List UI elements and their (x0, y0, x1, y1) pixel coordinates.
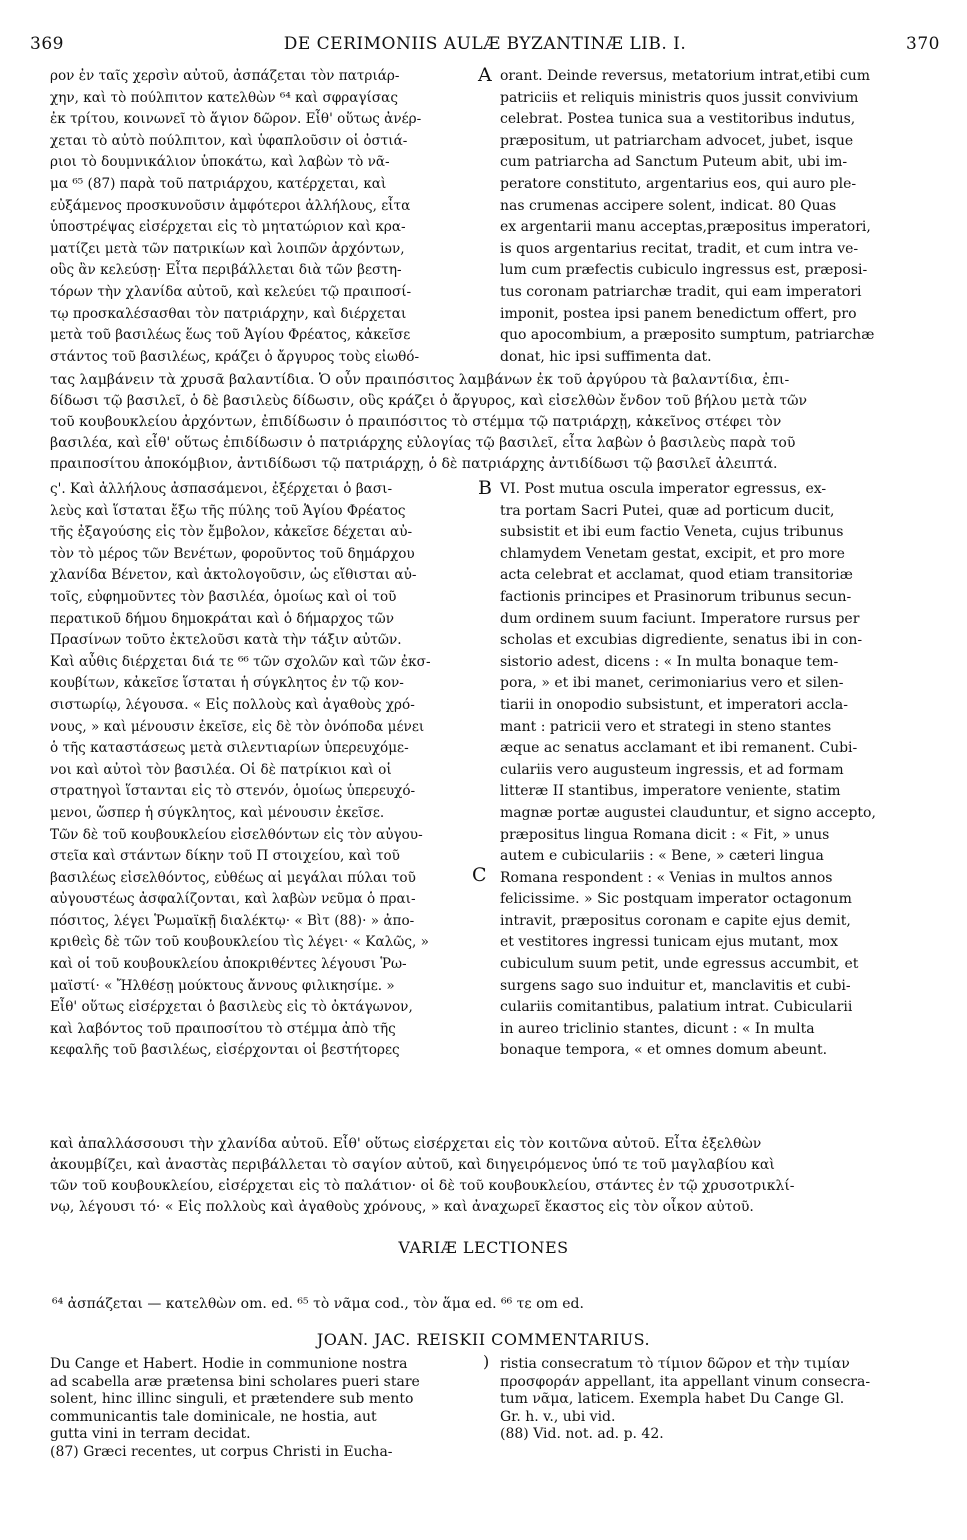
greek-line: χην, καὶ τὸ πούλπιτον κατελθὼν ⁶⁴ καὶ σφραγίσας (50, 89, 398, 106)
latin-line: imponit, postea ipsi panem benedictum offert, pro (500, 305, 857, 322)
greek-line: στεῖα καὶ στάντων δίκην τοῦ Π στοιχείου, καὶ τοῦ (50, 848, 400, 865)
latin-line: magnæ portæ augustei clauduntur, et signo accepto, (500, 804, 876, 821)
commentary-line: (88) Vid. not. ad. p. 42. (500, 1426, 664, 1442)
latin-line: cum patriarcha ad Sanctum Puteum abit, ubi im- (500, 154, 848, 171)
greek-line: ὁ τῆς καταστάσεως μετὰ σιλεντιαρίων ὑπερευχόμε- (50, 740, 409, 757)
latin-line: mant : patricii vero et strategi in steno stantes (500, 718, 832, 735)
latin-column-a (500, 66, 930, 368)
latin-line: præpositus lingua Romana dicit : « Fit, » unus (500, 826, 830, 843)
greek-line: Εἶθ' οὕτως εἰσέρχεται ὁ βασιλεὺς εἰς τὸ ὀκτάγωνον, (50, 999, 413, 1016)
greek-line: μενοι, ὥσπερ ἡ σύγκλητος, καὶ μένουσιν ἐκεῖσε. (50, 804, 385, 821)
latin-line: in aureo triclinio stantes, dicunt : « In multa (500, 1020, 815, 1037)
greek-line: ἐκ τρίτου, κοινωνεῖ τὸ ἅγιον δῶρον. Εἶθ' οὕτως ἀνέρ- (50, 111, 422, 128)
commentary-line: communicantis tale dominicale, ne hostia, aut (50, 1408, 377, 1425)
greek-line: χεται τὸ αὐτὸ πούλπιτον, καὶ ὑφαπλοῦσιν οἱ ὀστιά- (50, 132, 408, 149)
latin-line: scholas et excubias digrediente, senatus ibi in con- (500, 632, 863, 649)
margin-letter-c: C (472, 864, 487, 886)
greek-line: τας λαμβάνειν τὰ χρυσᾶ βαλαντίδια. Ὁ οὖν πραιπόσιτος λαμβάνων ἐκ τοῦ ἀργύρου τὰ βαλαντίδια, ἐπι- (50, 372, 790, 388)
page-number-left: 369 (30, 34, 64, 54)
greek-line: σιστωρίῳ, λέγουσα. « Εἰς πολλοὺς καὶ ἀγαθοὺς χρό- (50, 696, 415, 713)
greek-line: μετὰ τοῦ βασιλέως ἕως τοῦ Ἁγίου Φρέατος, κἀκεῖσε (50, 327, 411, 344)
greek-line: πραιποσίτου ἀποκόμβιον, ἀντιδίδωσι τῷ πατριάρχῃ, ὁ δὲ πατριάρχης ἀντιδίδωσι τῷ βασιλεῖ ἀλειπτά. (50, 456, 778, 472)
latin-line: litteræ II stantibus, imperatore veniente, statim (500, 783, 841, 800)
greek-line: οὓς ἂν κελεύσῃ· Εἶτα περιβάλλεται διὰ τῶν βεστη- (50, 262, 402, 279)
latin-line: VI. Post mutua oscula imperator egressus, ex- (500, 481, 827, 497)
greek-line: τῶν τοῦ κουβουκλείου, εἰσέρχεται εἰς τὸ παλάτιον· οἱ δὲ τοῦ κουβουκλείου, στάντες ἐν τῷ χρυσοτρικλί- (50, 1178, 795, 1194)
greek-line: ριοι τὸ δουμνικάλιον ὑποκάτω, καὶ λαβὼν τὸ νᾶ- (50, 154, 390, 171)
commentary-line: ad scabella aræ prætensa bini scholares pueri stare (50, 1373, 420, 1390)
latin-line: lum cum præfectis cubiculo ingressus est, præposi- (500, 262, 868, 279)
latin-line: intravit, præpositus coronam e capite ejus demit, (500, 912, 851, 929)
greek-line: κουβίτων, κἀκεῖσε ἵσταται ἡ σύγκλητος ἐν τῷ κον- (50, 675, 404, 692)
greek-line: στάντος τοῦ βασιλέως, κράζει ὁ ἄργυρος τοὺς εἰωθό- (50, 348, 420, 365)
latin-line: præpositum, ut patriarcham advocet, jubet, isque (500, 132, 854, 149)
commentary-line: solent, hinc illinc singuli, et prætendere sub mento (50, 1391, 414, 1407)
commentary-line: tum νᾶμα, laticem. Exempla habet Du Cange Gl. (500, 1391, 845, 1407)
greek-line: ρον ἐν ταῖς χερσὶν αὐτοῦ, ἀσπάζεται τὸν πατριάρ- (50, 68, 400, 84)
margin-letter-b: B (478, 477, 492, 499)
latin-line: culariis comitantibus, palatium intrat. Cubicularii (500, 999, 853, 1016)
greek-line: βασιλέως εἰσελθόντος, εὐθέως αἱ μεγάλαι πύλαι τοῦ (50, 869, 416, 886)
latin-line: autem e cubiculariis : « Bene, » cæteri lingua (500, 848, 824, 865)
latin-line: culariis vero augusteum ingressis, et ad formam (500, 761, 844, 778)
greek-line: τοῖς, εὐφημοῦντες τὸν βασιλέα, ὁμοίως καὶ οἱ τοῦ (50, 588, 397, 605)
latin-line: tiarii in onopodio subsistunt, et imperatori accla- (500, 696, 848, 713)
greek-fullwidth-a (50, 370, 930, 475)
latin-line: felicissime. » Sic postquam imperator octagonum (500, 891, 852, 908)
latin-line: peratore constituto, argentarius eos, qui auro ple- (500, 175, 857, 192)
greek-line: μα ⁶⁵ (87) παρὰ τοῦ πατριάρχου, κατέρχεται, καὶ (50, 175, 387, 192)
greek-line: ς'. Καὶ ἀλλήλους ἀσπασάμενοι, ἐξέρχεται ὁ βασι- (50, 481, 393, 497)
greek-line: νοι καὶ αὐτοὶ τὸν βασιλέα. Οἱ δὲ πατρίκιοι καὶ οἱ (50, 761, 392, 778)
latin-line: tra portam Sacri Putei, quæ ad porticum ducit, (500, 502, 835, 519)
latin-line: surgens sago suo induitur et, manclavitis et cubi- (500, 977, 851, 994)
margin-letter-a: A (478, 64, 492, 86)
latin-line: factionis principes et Prasinorum tribunus secun- (500, 588, 852, 605)
variae-lectiones-text: ⁶⁴ ἀσπάζεται — κατελθὼν om. ed. ⁶⁵ τὸ νᾶμα cod., τὸν ἅμα ed. ⁶⁶ τε om ed. (52, 1296, 584, 1312)
greek-line: ματίζει μετὰ τῶν πατρικίων καὶ λοιπῶν ἀρχόντων, (50, 240, 405, 257)
greek-line: κριθεὶς δὲ τῶν τοῦ κουβουκλείου τὶς λέγει· « Καλῶς, » (50, 934, 429, 951)
latin-line: Romana respondent : « Venias in multos annos (500, 869, 833, 886)
latin-line: bonaque tempora, « et omnes domum abeunt. (500, 1042, 828, 1059)
commentary-line: ristia consecratum τὸ τίμιον δῶρον et τὴν τιμίαν (500, 1356, 850, 1372)
greek-line: νους, » καὶ μένουσιν ἐκεῖσε, εἰς δὲ τὸν ὀνόποδα μένει (50, 718, 425, 735)
greek-line: Πρασίνων τοῦτο ἐκτελοῦσι κατὰ τὴν τάξιν αὐτῶν. (50, 632, 402, 649)
page-number-right: 370 (906, 34, 940, 54)
greek-line: καὶ λαβόντος τοῦ πραιποσίτου τὸ στέμμα ἀπὸ τῆς (50, 1020, 396, 1037)
commentary-marker: ) (483, 1352, 490, 1371)
greek-column-a (50, 66, 475, 368)
greek-line: τῳ προσκαλέσασθαι τὸν πατριάρχην, καὶ διέρχεται (50, 305, 407, 322)
greek-line: ὑποστρέψας εἰσέρχεται εἰς τὸ μητατώριον καὶ κρα- (50, 219, 406, 236)
latin-line: tus coronam patriarchæ tradit, qui eam imperatori (500, 283, 862, 300)
latin-line: chlamydem Venetam gestat, excipit, et pro more (500, 545, 845, 562)
commentary-line: (87) Græci recentes, ut corpus Christi in Eucha- (50, 1443, 393, 1460)
latin-line: orant. Deinde reversus, metatorium intrat,etibi cum (500, 68, 871, 84)
greek-line: χλανίδα Βένετον, καὶ ἀκτολογοῦσιν, ὡς εἴθισται αὐ- (50, 567, 417, 584)
greek-line: πόσιτος, λέγει Ῥωμαϊκῇ διαλέκτῳ· « Βὶτ (88)· » ἀπο- (50, 912, 415, 929)
latin-line: acta celebrat et acclamat, quod etiam transitoriæ (500, 567, 853, 584)
commentary-line: Du Cange et Habert. Hodie in communione nostra (50, 1356, 408, 1372)
greek-line: τῆς ἐξαγούσης εἰς τὸν ἔμβολον, κἀκεῖσε δέχεται αὐ- (50, 524, 413, 541)
latin-line: ex argentarii manu acceptas,præpositus imperatori, (500, 219, 871, 236)
greek-line: τὸν τὸ μέρος τῶν Βενέτων, φοροῦντος τοῦ δημάρχου (50, 545, 415, 562)
greek-line: Τῶν δὲ τοῦ κουβουκλείου εἰσελθόντων εἰς τὸν αὐγου- (50, 826, 423, 843)
greek-line: αὐγουστέως ἀσφαλίζονται, καὶ λαβὼν νεῦμα ὁ πραι- (50, 891, 416, 908)
latin-line: et vestitores ingressi tunicam ejus mutant, mox (500, 934, 838, 951)
greek-line: νῳ, λέγουσι τό· « Εἰς πολλοὺς καὶ ἀγαθοὺς χρόνους, » καὶ ἀναχωρεῖ ἕκαστος εἰς τὸν οἶκον αὐτοῦ. (50, 1199, 754, 1215)
variae-lectiones-heading: VARIÆ LECTIONES (398, 1238, 569, 1257)
greek-line: στρατηγοὶ ἵστανται εἰς τὸ στενόν, ὁμοίως ὑπερευχό- (50, 783, 416, 800)
greek-line: καὶ οἱ τοῦ κουβουκλείου ἀποκριθέντες λέγουσι Ῥω- (50, 956, 407, 973)
commentary-line: gutta vini in terram decidat. (50, 1426, 251, 1442)
latin-column-b (500, 479, 930, 1062)
latin-line: nas crumenas accipere solent, indicat. 80 Quas (500, 197, 837, 214)
greek-line: Καὶ αὖθις διέρχεται διά τε ⁶⁶ τῶν σχολῶν καὶ τῶν ἐκσ- (50, 653, 431, 670)
greek-line: δίδωσι τῷ βασιλεῖ, ὁ δὲ βασιλεὺς δίδωσιν, οὓς κράζει ὁ ἄργυρος, καὶ εἰσελθὼν ἔνδον τοῦ βήλου μετὰ τῶν (50, 393, 808, 409)
greek-line: καὶ ἀπαλλάσσουσι τὴν χλανίδα αὐτοῦ. Εἶθ' οὕτως εἰσέρχεται εἰς τὸν κοιτῶνα αὐτοῦ. Εἶτα ἐξελθὼν (50, 1136, 762, 1152)
greek-line: ἀκουμβίζει, καὶ ἀναστὰς περιβάλλεται τὸ σαγίον αὐτοῦ, καὶ διηγειρόμενος ὑπό τε τοῦ μαγλαβίου καὶ (50, 1157, 775, 1173)
greek-line: τόρων τὴν χλανίδα αὐτοῦ, καὶ κελεύει τῷ πραιποσί- (50, 283, 412, 300)
latin-line: celebrat. Postea tunica sua a vestitoribus indutus, (500, 111, 856, 128)
latin-line: quo apocombium, a præposito sumptum, patriarchæ (500, 327, 875, 344)
running-header (30, 34, 940, 60)
latin-line: donat, hic ipsi suffimenta dat. (500, 348, 712, 365)
greek-line: βασιλέα, καὶ εἶθ' οὕτως ἐπιδίδωσιν ὁ πατριάρχης εὐλογίας τῷ βασιλεῖ, εἶτα λαβὼν ὁ βασιλεὺς παρὰ τοῦ (50, 435, 796, 451)
commentary-right-column (500, 1356, 930, 1444)
latin-line: cubiculum suum petit, unde egressus accumbit, et (500, 956, 859, 973)
greek-line: περατικοῦ δήμου δημοκράται καὶ ὁ δήμαρχος τῶν (50, 610, 394, 627)
latin-line: dum ordinem suum faciunt. Imperatore rursus per (500, 610, 860, 627)
commentary-line: προσφοράν appellant, ita appellant vinum consecra- (500, 1373, 871, 1390)
greek-fullwidth-b (50, 1134, 930, 1218)
commentary-line: Gr. h. v., ubi vid. (500, 1408, 616, 1425)
greek-line: μαϊστί· « Ἤλθέσῃ μούκτους ἄννους φιλικησίμε. » (50, 977, 395, 994)
running-title: DE CERIMONIIS AULÆ BYZANTINÆ LIB. I. (283, 34, 687, 54)
commentary-left-column (50, 1356, 470, 1461)
greek-line: κεφαλῆς τοῦ βασιλέως, εἰσέρχονται οἱ βεστήτορες (50, 1042, 400, 1059)
greek-column-b (50, 479, 475, 1062)
commentary-heading: JOAN. JAC. REISKII COMMENTARIUS. (316, 1330, 651, 1349)
greek-line: εὐξάμενος προσκυνοῦσιν ἀμφότεροι ἀλλήλους, εἶτα (50, 197, 411, 214)
latin-line: pora, » et ibi manet, cerimoniarius vero et silen- (500, 675, 844, 692)
greek-line: τοῦ κουβουκλείου ἀρχόντων, ἐπιδίδωσιν ὁ πραιπόσιτος τὸ στέμμα τῷ πατριάρχῃ, κἀκεῖνος στέφει τὸν (50, 414, 782, 430)
latin-line: æque ac senatus acclamant et ibi remanent. Cubi- (500, 740, 858, 757)
latin-line: patriciis et reliquis ministris quos jussit convivium (500, 89, 859, 106)
latin-line: is quos argentarius recitat, tradit, et cum intra ve- (500, 240, 859, 257)
latin-line: subsistit et ibi eum factio Veneta, cujus tribunus (500, 524, 844, 541)
greek-line: λεὺς καὶ ἵσταται ἔξω τῆς πύλης τοῦ Ἁγίου Φρέατος (50, 502, 406, 519)
latin-line: sistorio adest, dicens : « In multa bonaque tem- (500, 653, 839, 670)
